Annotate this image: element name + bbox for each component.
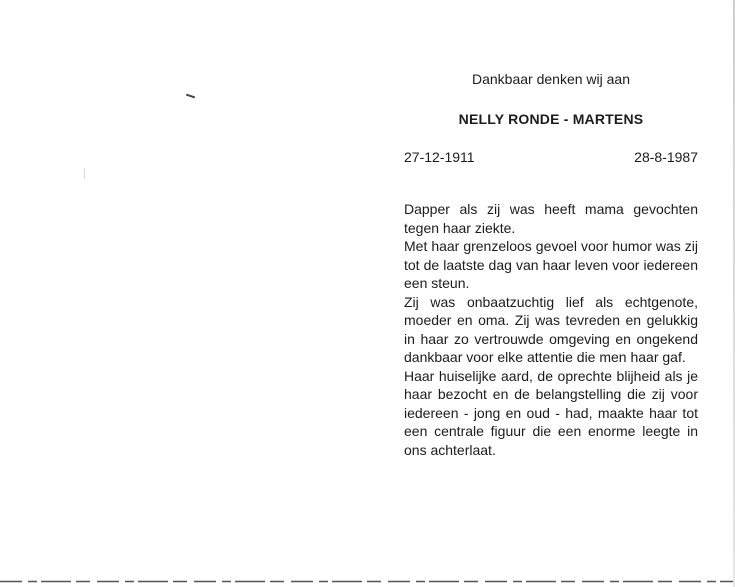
- memorial-paragraph: Haar huiselijke aard, de oprechte blijheid als je haar bezocht en de belangstelling die zij voor iedereen - jong en oud - had, maakte haar tot een centrale figuur die een enorme leegte in ons achterlaat.: [404, 367, 698, 458]
- memorial-paragraph: Zij was onbaatzuchtig lief als echtgenote, moeder en oma. Zij was tevreden en gelukkig in haar zo vertrouwde omgeving en ongekend dankbaar voor elke attentie die men haar gaf.: [404, 293, 698, 365]
- memorial-text-panel: [404, 70, 698, 459]
- death-date: 28-8-1987: [634, 149, 698, 165]
- memorial-paragraph: Dapper als zij was heeft mama gevochten tegen haar ziekte.: [404, 201, 698, 236]
- memorial-paragraph: Met haar grenzeloos gevoel voor humor was zij tot de laatste dag van haar leven voor iedereen een steun.: [404, 238, 698, 291]
- life-dates: [404, 148, 698, 166]
- memorial-text: [404, 200, 698, 459]
- memorial-heading: Dankbaar denken wij aan: [472, 71, 630, 87]
- birth-date: 27-12-1911: [404, 149, 475, 165]
- scan-mark: [186, 94, 195, 99]
- scan-bottom-edge: [0, 580, 735, 583]
- deceased-name: NELLY RONDE - MARTENS: [458, 111, 644, 127]
- scan-mark: [84, 168, 85, 179]
